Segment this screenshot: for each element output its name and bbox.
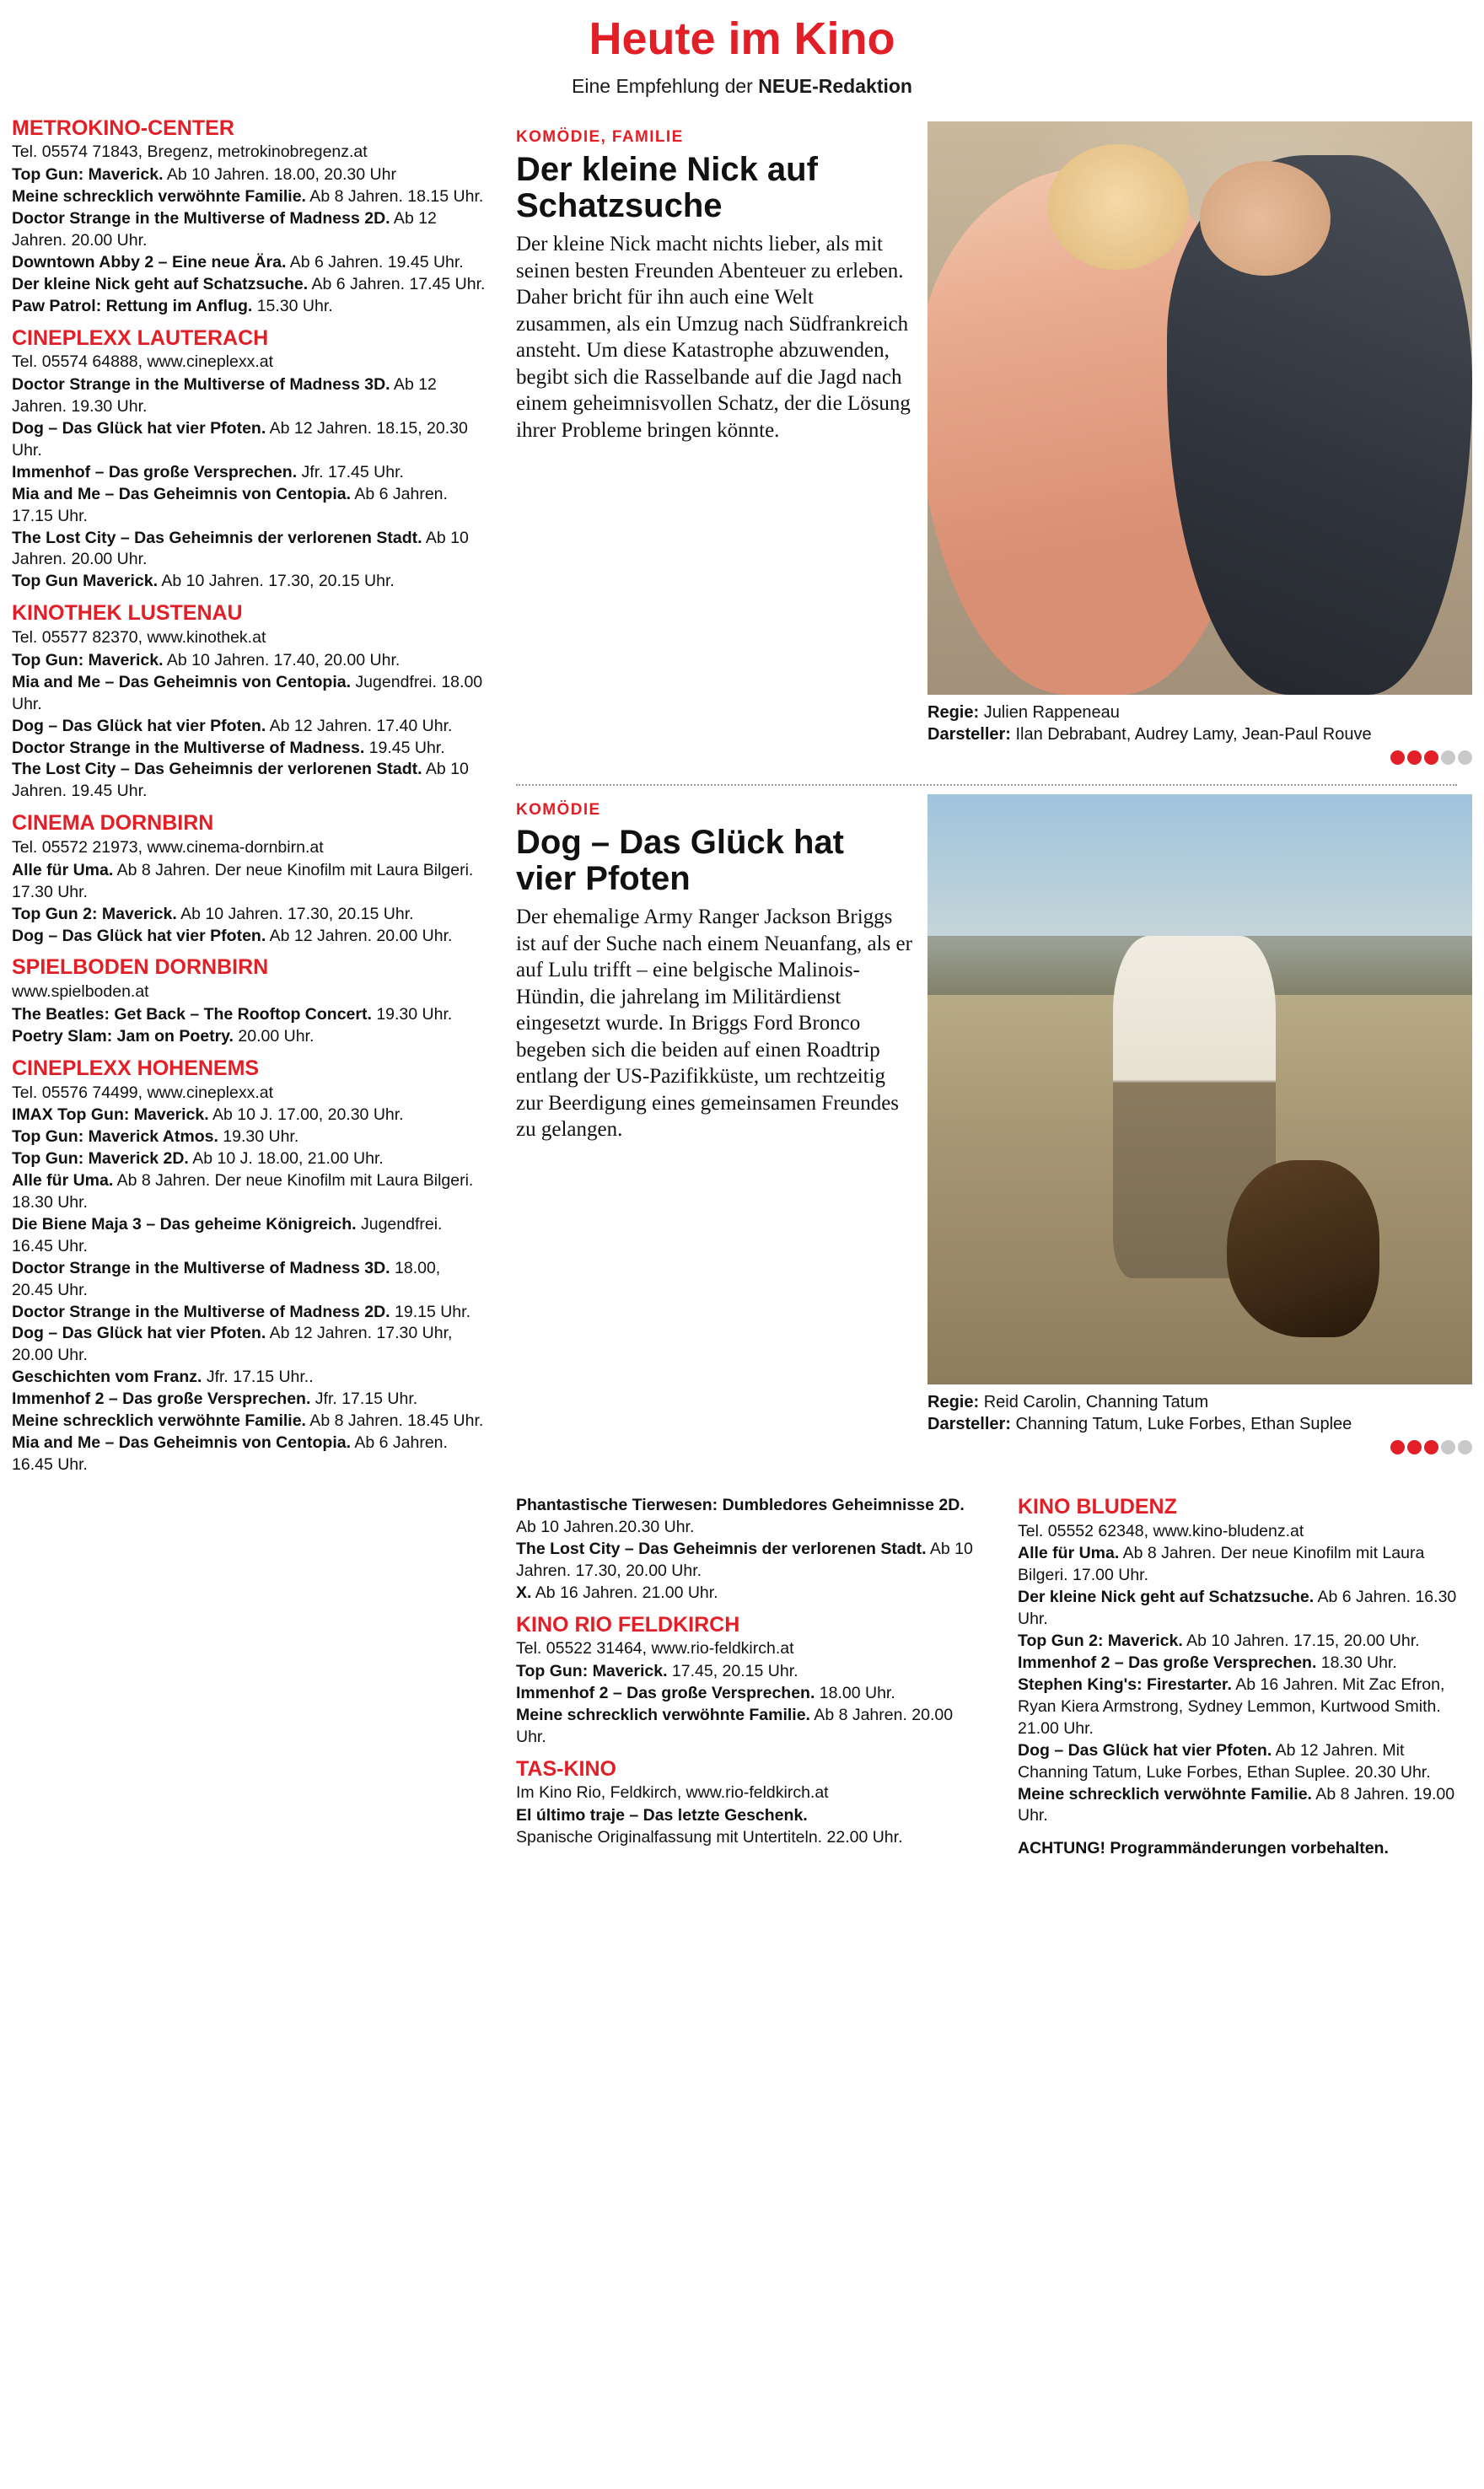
cinema-contact[interactable]: Tel. 05522 31464, www.rio-feldkirch.at	[516, 1639, 794, 1658]
film-title: Alle für Uma.	[1018, 1544, 1120, 1563]
feature-2-body: Der ehemalige Army Ranger Jackson Briggs ist auf der Suche nach einem Neuanfang, als er auf Lulu trifft – eine belgische Malinois-Hündin, die jahrelang im Militärdienst eingesetzt wurde. In Briggs Ford Bronco begeben sich die beiden auf einen Roadtrip entlang der US-Pazifikküste, um rechtzeitig zur Beerdigung eines gemeinsamen Freundes zu gelangen.	[516, 906, 912, 1142]
cinema-listings-column-3	[1003, 1495, 1472, 1858]
film-listing	[12, 462, 486, 484]
film-title: Alle für Uma.	[12, 1171, 114, 1191]
film-listing	[12, 252, 486, 274]
film-title: Downtown Abby 2 – Eine neue Ära.	[12, 252, 287, 271]
rating-dot	[1407, 750, 1422, 765]
feature-1-genre: KOMÖDIE, FAMILIE	[516, 127, 684, 146]
film-listing	[1018, 1631, 1472, 1653]
film-title: El último traje – Das letzte Geschenk.	[516, 1806, 808, 1825]
page-title: Heute im Kino	[589, 13, 895, 64]
film-listing	[12, 1126, 486, 1148]
director-label: Regie:	[928, 702, 980, 722]
rating-dot	[1390, 1440, 1405, 1454]
cinema-block	[516, 1495, 987, 1605]
film-showtimes: Ab 6 Jahren. 17.45 Uhr.	[308, 274, 486, 293]
cast-names: Ilan Debrabant, Audrey Lamy, Jean-Paul Rouve	[1015, 724, 1372, 744]
rating-dot	[1424, 750, 1438, 765]
film-showtimes: 19.30 Uhr.	[218, 1127, 299, 1147]
film-showtimes: Ab 10 Jahren. 17.30, 20.00 Uhr.	[516, 1539, 973, 1580]
film-showtimes: Ab 8 Jahren. Der neue Kinofilm mit Laura Bilgeri. 18.30 Uhr.	[12, 1171, 474, 1212]
feature-divider	[516, 784, 1457, 786]
film-listing	[12, 374, 486, 418]
film-listing	[516, 1827, 987, 1849]
film-listing	[1018, 1543, 1472, 1587]
film-title: Meine schrecklich verwöhnte Familie.	[12, 187, 306, 207]
film-listing	[12, 1214, 486, 1258]
bottom-column-1-spacer	[12, 1495, 501, 1858]
film-title: The Lost City – Das Geheimnis der verlorenen Stadt.	[12, 760, 422, 779]
cinema-name: KINO BLUDENZ	[1018, 1494, 1177, 1519]
rating-dot	[1441, 1440, 1455, 1454]
film-showtimes: Ab 6 Jahren. 17.15 Uhr.	[12, 484, 448, 525]
film-listing	[12, 1389, 486, 1411]
film-title: Top Gun: Maverick.	[12, 650, 164, 669]
film-title: Top Gun 2: Maverick.	[1018, 1632, 1183, 1651]
feature-2-photo	[928, 794, 1472, 1384]
film-listing	[12, 1367, 486, 1389]
rating-dot	[1458, 1440, 1472, 1454]
film-title: Doctor Strange in the Multiverse of Madness 3D.	[12, 1258, 390, 1277]
film-showtimes: 17.45, 20.15 Uhr.	[667, 1662, 798, 1681]
feature-1-credits	[928, 702, 1472, 745]
film-listing	[1018, 1587, 1472, 1631]
cinema-name: KINO RIO FELDKIRCH	[516, 1612, 740, 1637]
film-listing	[1018, 1784, 1472, 1828]
film-listing	[12, 208, 486, 252]
film-listing	[12, 164, 486, 186]
film-listing	[12, 186, 486, 208]
film-title: Top Gun 2: Maverick.	[12, 904, 177, 923]
film-title: Meine schrecklich verwöhnte Familie.	[1018, 1784, 1312, 1804]
rating-dot	[1458, 750, 1472, 765]
film-listing	[516, 1495, 987, 1539]
film-title: Phantastische Tierwesen: Dumbledores Geheimnisse 2D.	[516, 1495, 965, 1514]
film-listing	[12, 1302, 486, 1324]
film-title: Doctor Strange in the Multiverse of Madness.	[12, 738, 365, 757]
film-showtimes: Ab 10 Jahren. 17.40, 20.00 Uhr.	[163, 650, 401, 669]
bottom-listings	[0, 1485, 1484, 1875]
film-showtimes: Jfr. 17.15 Uhr..	[202, 1368, 314, 1387]
film-showtimes: Ab 6 Jahren. 16.45 Uhr.	[12, 1433, 448, 1474]
film-showtimes: Ab 10 J. 17.00, 20.30 Uhr.	[208, 1105, 404, 1125]
film-listing	[1018, 1653, 1472, 1675]
film-title: X.	[516, 1583, 532, 1602]
director-name: Reid Carolin, Channing Tatum	[983, 1392, 1209, 1411]
film-showtimes: 18.00 Uhr.	[815, 1683, 895, 1702]
film-showtimes: Ab 16 Jahren. Mit Zac Efron, Ryan Kiera Armstrong, Sydney Lemmon, Kurtwood Smith. 21.00 Uhr.	[1018, 1675, 1445, 1738]
program-change-notice: ACHTUNG! Programmänderungen vorbehalten.	[1018, 1839, 1389, 1858]
film-showtimes: Ab 6 Jahren. 19.45 Uhr.	[286, 252, 464, 271]
film-showtimes: Jugendfrei. 16.45 Uhr.	[12, 1214, 443, 1255]
film-title: Mia and Me – Das Geheimnis von Centopia.	[12, 1433, 352, 1453]
film-showtimes: Jfr. 17.15 Uhr.	[310, 1390, 418, 1409]
feature-2-title: Dog – Das Glück hat vier Pfoten	[516, 823, 844, 897]
film-title: Mia and Me – Das Geheimnis von Centopia.	[12, 484, 352, 503]
rating-dot	[1390, 750, 1405, 765]
film-showtimes: 18.00, 20.45 Uhr.	[12, 1258, 441, 1299]
film-title: Dog – Das Glück hat vier Pfoten.	[12, 716, 266, 735]
film-title: Doctor Strange in the Multiverse of Madness 2D.	[12, 1302, 390, 1321]
film-showtimes: Ab 10 Jahren. 17.30, 20.15 Uhr.	[158, 572, 395, 591]
film-showtimes: Ab 10 Jahren. 19.45 Uhr.	[12, 760, 469, 801]
cinema-block	[1018, 1495, 1472, 1827]
rating-dot	[1441, 750, 1455, 765]
film-title: Dog – Das Glück hat vier Pfoten.	[12, 418, 266, 438]
film-listing	[12, 296, 486, 318]
feature-2-rating	[928, 1440, 1472, 1459]
feature-2-text	[516, 794, 912, 1459]
film-listing	[12, 650, 486, 672]
film-listing	[12, 738, 486, 760]
film-listing	[516, 1539, 987, 1583]
film-listing	[12, 1170, 486, 1214]
cinema-block	[12, 955, 486, 1047]
film-listing	[12, 571, 486, 593]
cast-label: Darsteller:	[928, 1414, 1011, 1433]
film-showtimes: Ab 10 Jahren. 20.00 Uhr.	[12, 528, 469, 569]
film-listing	[12, 274, 486, 296]
film-listing	[12, 926, 486, 948]
film-showtimes: Ab 10 J. 18.00, 21.00 Uhr.	[188, 1149, 384, 1169]
film-listing	[12, 759, 486, 803]
feature-2-media	[928, 794, 1472, 1459]
cinema-contact[interactable]: www.spielboden.at	[12, 982, 149, 1002]
film-listing	[12, 528, 486, 572]
film-showtimes: Ab 10 Jahren. 18.00, 20.30 Uhr	[163, 165, 396, 185]
film-title: Alle für Uma.	[12, 860, 114, 879]
main-content	[0, 103, 1484, 1485]
film-showtimes: 15.30 Uhr.	[252, 296, 333, 315]
film-listing	[516, 1805, 987, 1827]
film-title: Dog – Das Glück hat vier Pfoten.	[12, 1324, 266, 1343]
film-showtimes: Ab 8 Jahren. 19.00 Uhr.	[1018, 1784, 1455, 1825]
film-listing	[12, 1105, 486, 1126]
film-showtimes: Ab 8 Jahren. 18.45 Uhr.	[305, 1411, 484, 1431]
film-title: Die Biene Maja 3 – Das geheime Königreich.	[12, 1214, 357, 1234]
film-listing	[12, 1411, 486, 1433]
film-showtimes: 19.15 Uhr.	[390, 1302, 470, 1321]
film-listing	[12, 904, 486, 926]
film-title: The Beatles: Get Back – The Rooftop Concert.	[12, 1004, 372, 1024]
feature-article-2	[501, 789, 1472, 1459]
film-showtimes: Ab 12 Jahren. Mit Channing Tatum, Luke Forbes, Ethan Suplee. 20.30 Uhr.	[1018, 1740, 1431, 1782]
film-title: Top Gun: Maverick.	[516, 1662, 668, 1681]
cinema-block	[12, 326, 486, 594]
film-listing	[12, 418, 486, 462]
film-title: Immenhof 2 – Das große Versprechen.	[12, 1390, 311, 1409]
film-title: Immenhof 2 – Das große Versprechen.	[1018, 1653, 1317, 1673]
feature-1-cast-line	[928, 723, 1472, 745]
film-title: Doctor Strange in the Multiverse of Madness 3D.	[12, 375, 390, 395]
film-showtimes: Ab 12 Jahren. 20.00 Uhr.	[266, 926, 453, 945]
film-title: Dog – Das Glück hat vier Pfoten.	[12, 926, 266, 945]
cinema-block	[12, 1056, 486, 1476]
film-title: Poetry Slam: Jam on Poetry.	[12, 1026, 234, 1046]
film-showtimes: 19.30 Uhr.	[371, 1004, 453, 1024]
subtitle-bold: NEUE-Redaktion	[758, 74, 912, 97]
cinema-block	[12, 601, 486, 803]
film-title: Mia and Me – Das Geheimnis von Centopia.	[12, 672, 352, 691]
director-name: Julien Rappeneau	[983, 702, 1120, 722]
film-listing	[12, 1004, 486, 1026]
director-label: Regie:	[928, 1392, 980, 1411]
film-listing	[12, 1026, 486, 1048]
feature-2-credits	[928, 1391, 1472, 1435]
cinema-listings-column-1	[12, 116, 501, 1485]
film-showtimes: Ab 6 Jahren. 16.30 Uhr.	[1018, 1588, 1457, 1629]
film-listing	[12, 860, 486, 904]
film-title: Meine schrecklich verwöhnte Familie.	[516, 1705, 810, 1724]
cinema-name: CINEPLEXX HOHENEMS	[12, 1056, 260, 1080]
rating-dot	[1424, 1440, 1438, 1454]
cinema-name: KINOTHEK LUSTENAU	[12, 601, 243, 626]
film-listing	[12, 672, 486, 716]
film-listing	[516, 1583, 987, 1605]
cinema-contact[interactable]: Tel. 05574 71843, Bregenz, metrokinobregenz.at	[12, 142, 368, 162]
film-showtimes: Ab 12 Jahren. 17.40 Uhr.	[266, 716, 453, 735]
film-showtimes: Ab 16 Jahren. 21.00 Uhr.	[531, 1583, 718, 1602]
film-title: Immenhof 2 – Das große Versprechen.	[516, 1683, 815, 1702]
cinema-contact[interactable]: Tel. 05574 64888, www.cineplexx.at	[12, 352, 274, 372]
feature-1-rating	[928, 750, 1472, 769]
film-showtimes: 18.30 Uhr.	[1316, 1653, 1397, 1673]
cinema-block	[12, 811, 486, 947]
film-listing	[516, 1705, 987, 1749]
film-title: Doctor Strange in the Multiverse of Madness 2D.	[12, 209, 390, 228]
film-title: Geschichten vom Franz.	[12, 1368, 202, 1387]
film-showtimes: Ab 8 Jahren. Der neue Kinofilm mit Laura Bilgeri. 17.30 Uhr.	[12, 860, 474, 901]
cinema-block	[12, 116, 486, 318]
cinema-name: SPIELBODEN DORNBIRN	[12, 955, 269, 980]
film-listing	[12, 716, 486, 738]
cinema-name: TAS-KINO	[516, 1756, 616, 1781]
cinema-contact[interactable]: Tel. 05576 74499, www.cineplexx.at	[12, 1083, 274, 1102]
page-header	[0, 0, 1484, 103]
feature-1-director-line	[928, 702, 1472, 723]
cinema-list-2	[516, 1495, 987, 1849]
feature-2-genre: KOMÖDIE	[516, 800, 601, 819]
film-showtimes: Ab 12 Jahren. 17.30 Uhr, 20.00 Uhr.	[12, 1324, 453, 1365]
film-showtimes: Jugendfrei. 18.00 Uhr.	[12, 672, 483, 713]
film-title: IMAX Top Gun: Maverick.	[12, 1105, 209, 1125]
feature-1-media	[928, 121, 1472, 769]
film-listing	[1018, 1675, 1472, 1740]
cinema-block	[516, 1613, 987, 1749]
feature-1-photo	[928, 121, 1472, 695]
film-showtimes: 19.45 Uhr.	[364, 738, 445, 757]
film-listing	[1018, 1740, 1472, 1784]
cinema-name: CINEMA DORNBIRN	[12, 811, 214, 836]
film-title: Der kleine Nick geht auf Schatzsuche.	[12, 274, 309, 293]
film-listing	[516, 1683, 987, 1705]
film-title: Dog – Das Glück hat vier Pfoten.	[1018, 1740, 1272, 1760]
film-title: Meine schrecklich verwöhnte Familie.	[12, 1411, 306, 1431]
feature-2-cast-line	[928, 1413, 1472, 1435]
photo-figure-right	[1200, 161, 1331, 276]
film-showtimes: Ab 10 Jahren.20.30 Uhr.	[516, 1517, 695, 1536]
cinema-name: METROKINO-CENTER	[12, 116, 234, 140]
film-listing	[12, 1323, 486, 1367]
cinema-name: CINEPLEXX LAUTERACH	[12, 325, 269, 350]
page-subtitle	[0, 75, 1484, 98]
cast-names: Channing Tatum, Luke Forbes, Ethan Suplee	[1015, 1414, 1352, 1433]
subtitle-prefix: Eine Empfehlung der	[572, 74, 759, 97]
feature-1-text	[516, 121, 912, 769]
film-title: Immenhof – Das große Versprechen.	[12, 462, 298, 481]
film-listing	[516, 1661, 987, 1683]
film-showtimes: Jfr. 17.45 Uhr.	[297, 462, 404, 481]
film-title: Top Gun: Maverick 2D.	[12, 1149, 189, 1169]
cinema-contact[interactable]: Im Kino Rio, Feldkirch, www.rio-feldkirch.at	[516, 1783, 829, 1803]
feature-1-body: Der kleine Nick macht nichts lieber, als mit seinen besten Freunden Abenteuer zu erleben. Daher bricht für ihn auch eine Welt zusammen, als ein Umzug nach Südfrankreich ansteht. Um diese Katastrophe abzuwenden, begibt sich die Rasselbande auf die Jagd nach einem geheimnisvollen Schatz, der die Lösung ihrer Probleme bringen könnte.	[516, 233, 911, 442]
film-showtimes: Ab 12 Jahren. 19.30 Uhr.	[12, 375, 437, 417]
film-title: Stephen King's: Firestarter.	[1018, 1675, 1232, 1694]
film-title: Top Gun: Maverick Atmos.	[12, 1127, 218, 1147]
film-showtimes: Spanische Originalfassung mit Untertiteln. 22.00 Uhr.	[516, 1828, 903, 1847]
cinema-listings-column-2	[501, 1495, 1003, 1858]
film-title: Top Gun: Maverick.	[12, 165, 164, 185]
film-showtimes: Ab 10 Jahren. 17.30, 20.15 Uhr.	[176, 904, 414, 923]
cinema-contact[interactable]: Tel. 05577 82370, www.kinothek.at	[12, 628, 266, 648]
cinema-list-1	[12, 116, 486, 1476]
rating-dot	[1407, 1440, 1422, 1454]
film-showtimes: Ab 8 Jahren. Der neue Kinofilm mit Laura Bilgeri. 17.00 Uhr.	[1018, 1544, 1425, 1585]
film-listing	[12, 1258, 486, 1302]
cast-label: Darsteller:	[928, 724, 1011, 744]
film-title: Der kleine Nick geht auf Schatzsuche.	[1018, 1588, 1315, 1607]
feature-article-1	[501, 116, 1472, 769]
film-title: The Lost City – Das Geheimnis der verlorenen Stadt.	[516, 1539, 927, 1558]
film-title: The Lost City – Das Geheimnis der verlorenen Stadt.	[12, 528, 422, 547]
feature-column	[501, 116, 1472, 1485]
film-listing	[12, 1148, 486, 1170]
film-listing	[12, 484, 486, 528]
film-title: Top Gun Maverick.	[12, 572, 159, 591]
cinema-contact[interactable]: Tel. 05572 21973, www.cinema-dornbirn.at	[12, 838, 324, 857]
film-title: Paw Patrol: Rettung im Anflug.	[12, 296, 253, 315]
film-listing	[12, 1433, 486, 1476]
cinema-contact[interactable]: Tel. 05552 62348, www.kino-bludenz.at	[1018, 1521, 1304, 1540]
cinema-block	[516, 1757, 987, 1849]
film-showtimes: Ab 10 Jahren. 17.15, 20.00 Uhr.	[1182, 1632, 1420, 1651]
photo-figure-left	[1047, 144, 1189, 271]
film-showtimes: 20.00 Uhr.	[233, 1026, 315, 1046]
film-showtimes: Ab 8 Jahren. 20.00 Uhr.	[516, 1705, 954, 1746]
feature-2-director-line	[928, 1391, 1472, 1413]
cinema-list-3	[1018, 1495, 1472, 1827]
film-showtimes: Ab 12 Jahren. 20.00 Uhr.	[12, 209, 437, 250]
film-showtimes: Ab 12 Jahren. 18.15, 20.30 Uhr.	[12, 418, 468, 460]
feature-1-title: Der kleine Nick auf Schatzsuche	[516, 150, 818, 224]
photo-dog-figure	[1227, 1160, 1379, 1337]
film-showtimes: Ab 8 Jahren. 18.15 Uhr.	[305, 187, 484, 207]
